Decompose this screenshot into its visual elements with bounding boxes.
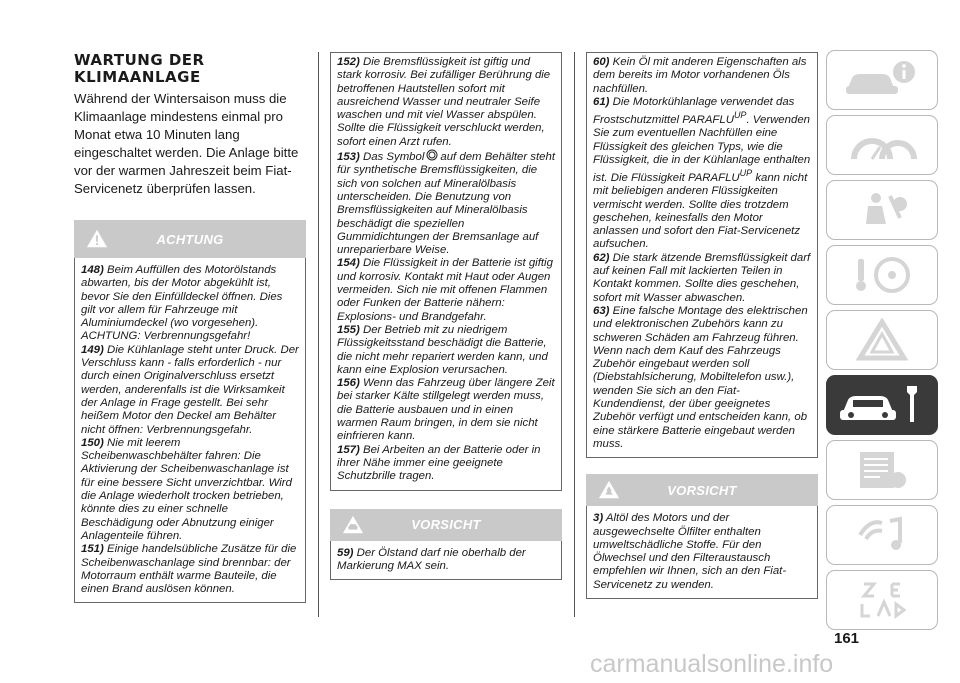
caution-label: VORSICHT	[667, 482, 737, 498]
specifications-icon	[842, 448, 922, 492]
key-steering-wheel-icon	[842, 253, 922, 297]
note-155: 155) Der Betrieb mit zu niedrigem Flüssigkeitsstand beschädigt die Batterie, die nicht mehr repariert werden kann, und kann eine Explosion verursachen.	[337, 323, 548, 376]
tab-multimedia[interactable]	[826, 505, 938, 565]
note-63: 63) Eine falsche Montage des elektrischen und elektronischen Zubehörs kann zu schweren Schäden am Fahrzeug führen. Wenn nach dem Kauf des Fahrzeugs Zubehör eingebaut werden soll (Diebstahlsicherung, Mobiltelefon usw.), wenden Sie sich an den Fiat-Kundendienst, der über geeignetes Zubehör verfügt und entscheiden kann, ob eine stärkere Batterie eingebaut werden muss.	[593, 304, 808, 450]
caution-content-env	[586, 506, 818, 599]
note-149: 149) Die Kühlanlage steht unter Druck. Der Verschluss kann - falls erforderlich - nur durch einen Originalverschluss ersetzt werden, anderenfalls ist die Wirksamkeit der Anlage in Frage gestellt. Bei sehr heißem Motor den Deckel am Behälter nicht öffnen: Verbrennungsgefahr.	[81, 343, 299, 436]
car-wrench-icon	[837, 382, 927, 428]
intro-paragraph: Während der Wintersaison muss die Klimaanlage mindestens einmal pro Monat etwa 10 Minuten lang eingeschaltet werden. Die Anlage bitte vor der warmen Jahreszeit beim Fiat-Servicenetz überprüfen lassen.	[74, 91, 299, 196]
middle-column	[330, 52, 562, 580]
tab-dashboard[interactable]	[826, 115, 938, 175]
multimedia-icon	[842, 513, 922, 557]
note-152: 152) Die Bremsflüssigkeit ist giftig und stark korrosiv. Bei zufälliger Berührung die betroffenen Hautstellen sofort mit ausreichend Wasser und neutraler Seife waschen und mit viel Wasser abspülen. Sollte die Flüssigkeit verschluckt werden, sofort einen Arzt rufen.	[337, 56, 551, 148]
warning-header	[74, 220, 306, 258]
tab-car-info[interactable]	[826, 50, 938, 110]
brake-fluid-symbol-icon	[426, 149, 438, 161]
note-62: 62) Die stark ätzende Bremsflüssigkeit darf auf keinen Fall mit lackierten Teilen in Kontakt kommen. Sollte dies geschehen, sofort mit Wasser abwaschen.	[593, 251, 811, 304]
right-column	[586, 52, 818, 599]
note-153: 153) Das Symbol auf dem Behälter steht für synthetische Bremsflüssigkeiten, die sich von solchen auf Mineralölbasis unterscheiden. Die Benutzung von Bremsflüssigkeiten auf Mineralölbasis beschädigt die speziellen Gummidichtungen der Bremsanlage auf unreparierbare Weise.	[337, 151, 555, 257]
caution-continued-box	[586, 52, 818, 458]
tab-technical-data[interactable]	[826, 440, 938, 500]
column-divider	[318, 52, 319, 617]
note-157: 157) Bei Arbeiten an der Batterie oder in ihrer Nähe immer eine geeignete Schutzbrille tragen.	[337, 443, 541, 483]
alphabetical-index-icon	[842, 578, 922, 622]
warning-continued-box	[330, 52, 562, 491]
left-column	[74, 52, 306, 603]
environment-tree-icon	[598, 479, 620, 501]
warning-content	[74, 258, 306, 603]
note-151: 151) Einige handelsübliche Zusätze für die Scheibenwaschanlage sind brennbar: der Motorraum enthält warme Bauteile, die einen Brand auslösen können.	[81, 543, 297, 596]
warning-box	[74, 220, 306, 603]
dashboard-gauge-icon	[842, 123, 922, 167]
note-61: 61) Die Motorkühlanlage verwendet das Frostschutzmittel $PARAFLU^{UP}$. Verwenden Sie zum eventuellen Nachfüllen eine Flüssigkeit des gleichen Typs, wie die Flüssigkeit, die in der Kühlanlage enthalten ist. Die Flüssigkeit $PARAFLU^{UP}$ kann nicht mit beliebigen anderen Flüssigkeiten vermischt werden. Sollte dies trotzdem geschehen, keinesfalls den Motor anlassen und sofort den Fiat-Servicenetz aufsuchen.	[593, 95, 811, 251]
watermark-footer: carmanualsonline.info	[590, 650, 834, 678]
car-info-icon	[842, 58, 922, 102]
caution-content	[330, 541, 562, 581]
page-number: 161	[834, 630, 860, 647]
caution-header-env	[586, 474, 818, 506]
note-60: 60) Kein Öl mit anderen Eigenschaften als dem bereits im Motor vorhandenen Öls nachfüllen.	[593, 56, 807, 95]
safety-airbag-icon	[842, 188, 922, 232]
note-154: 154) Die Flüssigkeit in der Batterie ist giftig und korrosiv. Kontakt mit Haut oder Augen vermeiden. Sich nie mit offenen Flammen oder Funken der Batterie nähern: Explosions- und Brandgefahr.	[337, 257, 553, 323]
warning-triangle-icon	[842, 318, 922, 362]
note-156: 156) Wenn das Fahrzeug über längere Zeit bei starker Kälte stillgelegt werden muss, die Batterie ausbauen und in einen warmen Raum bringen, in dem sie nicht einfrieren kann.	[337, 377, 555, 443]
tab-safety[interactable]	[826, 180, 938, 240]
warning-label: ACHTUNG	[156, 231, 224, 247]
note-148: 148) Beim Auffüllen des Motorölstands abwarten, bis der Motor abgekühlt ist, bevor Sie den Einfülldeckel öffnen. Dies gilt vor allem für Fahrzeuge mit Aluminiumdeckel (wo vorgesehen). ACHTUNG: Verbrennungsgefahr!	[81, 264, 283, 343]
car-caution-icon	[342, 514, 364, 536]
tab-starting-driving[interactable]	[826, 245, 938, 305]
chapter-tabs	[826, 50, 938, 635]
caution-box-env	[586, 474, 818, 599]
tab-maintenance[interactable]	[826, 375, 938, 435]
column-divider	[574, 52, 575, 617]
caution-box	[330, 509, 562, 581]
section-title: WARTUNG DER KLIMAANLAGE	[74, 51, 205, 86]
caution-label: VORSICHT	[411, 517, 481, 532]
note-3: 3) Altöl des Motors und der ausgewechselte Ölfilter enthalten umweltschädliche Stoffe. Für den Ölwechsel und den Filteraustausch empfehlen wir Ihnen, sich an den Fiat-Servicenetz zu wenden.	[593, 512, 787, 591]
note-150: 150) Nie mit leerem Scheibenwaschbehälter fahren: Die Aktivierung der Scheibenwaschanlage ist für eine bessere Sicht unverzichtbar. Wird die Anlage wiederholt trocken betrieben, könnte dies zu einer schnelle Beschädigung oder Abnutzung einiger Anlagenteile führen.	[81, 436, 292, 542]
warning-triangle-icon	[86, 228, 108, 250]
tab-emergency[interactable]	[826, 310, 938, 370]
tab-index[interactable]	[826, 570, 938, 630]
caution-header	[330, 509, 562, 541]
note-59: 59) Der Ölstand darf nie oberhalb der Markierung MAX sein.	[337, 546, 526, 572]
